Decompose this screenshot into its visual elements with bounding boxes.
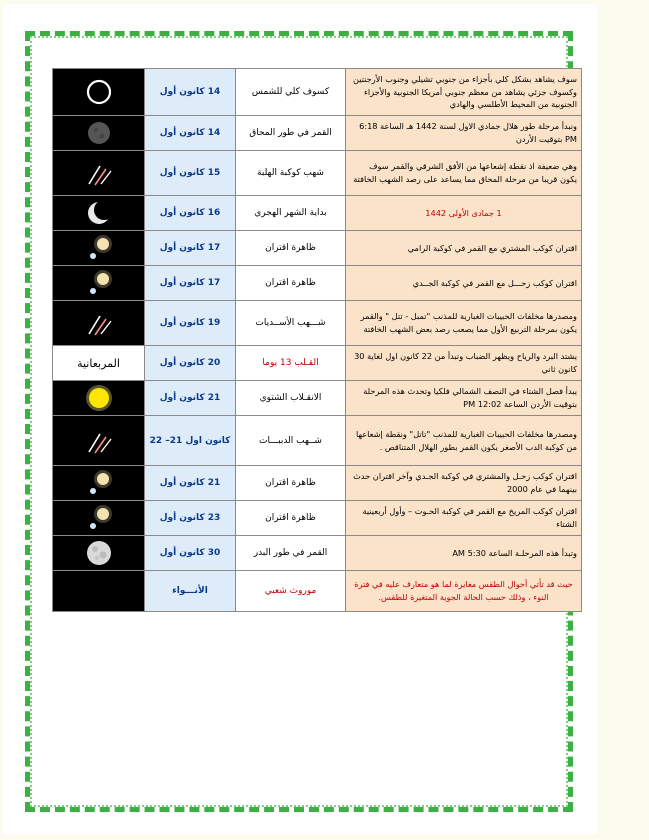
event-description: اقتران كوكب زحـل والمشتري في كوكبة الجـدي وآخر اقتران حدث بينهما في عام 2000 — [346, 466, 582, 501]
event-description: يبدأ فصل الشتاء في النصف الشمالي فلكيا وتحدث هذه المرحلة بتوقيت الأردن الساعة 12:02 PM — [346, 381, 582, 416]
event-image — [53, 301, 145, 346]
event-date: 19 كانون أول — [145, 301, 236, 346]
event-name: ظاهرة اقتران — [236, 231, 346, 266]
meteor-shower-icon — [84, 426, 114, 456]
event-date: 17 كانون أول — [145, 231, 236, 266]
event-image — [53, 196, 145, 231]
event-description: حيث قد تأتي أحوال الطقس مغايرة لما هو متعارف عليه في فترة النوء ، وذلك حسب الحالة الجوية المتغيرة للطقس. — [346, 571, 582, 612]
event-image — [53, 346, 145, 381]
event-row — [53, 536, 582, 571]
event-description: وتبدأ هذه المرحلـة الساعة 5:30 AM — [346, 536, 582, 571]
event-date: 16 كانون أول — [145, 196, 236, 231]
event-date: الأنـــواء — [145, 571, 236, 612]
event-date: 14 كانون أول — [145, 116, 236, 151]
event-name: شهب كوكبة الهلبة — [236, 151, 346, 196]
event-image — [53, 381, 145, 416]
event-name: القمر في طور البدر — [236, 536, 346, 571]
event-name: بداية الشهر الهجري — [236, 196, 346, 231]
conjunction-icon — [84, 468, 114, 498]
event-image — [53, 571, 145, 612]
conjunction-icon — [84, 233, 114, 263]
event-image — [53, 69, 145, 116]
conjunction-icon — [84, 503, 114, 533]
event-image — [53, 151, 145, 196]
event-row — [53, 301, 582, 346]
event-name: كسوف كلي للشمس — [236, 69, 346, 116]
event-row — [53, 196, 582, 231]
event-row — [53, 116, 582, 151]
event-description: يشتد البرد والرياح ويظهر الضباب وتبدأ من 22 كانون اول لغاية 30 كانون ثاني — [346, 346, 582, 381]
event-name: ظاهرة اقتران — [236, 466, 346, 501]
new-moon-icon — [84, 118, 114, 148]
event-date: 21 كانون أول — [145, 466, 236, 501]
event-description: ونبدأ مرحلة طور هلال جمادي الاول لسنة 1442 هـ الساعة 6:18 PM بتوقيت الأردن — [346, 116, 582, 151]
event-date: 15 كانون أول — [145, 151, 236, 196]
event-name: شــهب الدببـــات — [236, 416, 346, 466]
event-image — [53, 416, 145, 466]
event-description: ومصدرها مخلفات الحبيبات الغبارية للمذنب "تاتل" ونقطة إشعاعها من كوكبة الدب الأصغر يكون القمر بطور الهلال المتناقص . — [346, 416, 582, 466]
event-row — [53, 571, 582, 612]
conjunction-icon — [84, 268, 114, 298]
events-table — [52, 68, 582, 612]
event-image — [53, 116, 145, 151]
event-name: شـــهب الأســديات — [236, 301, 346, 346]
event-date: 17 كانون أول — [145, 266, 236, 301]
event-description: ومصدرها مخلفات الحبيبات الغبارية للمذنب "تمبل - تتل " والقمر يكون بمرحلة التربيع الأول مما يصعب رصد بعض الشهب الخافتة — [346, 301, 582, 346]
event-name: موروث شعبي — [236, 571, 346, 612]
event-image — [53, 501, 145, 536]
event-image — [53, 536, 145, 571]
event-image — [53, 466, 145, 501]
full-moon-icon — [84, 538, 114, 568]
solar-eclipse-icon — [84, 77, 114, 107]
event-description: اقتران كوكب المشتري مع القمر في كوكبة الرامي — [346, 231, 582, 266]
event-description: 1 جمادى الأولى 1442 — [346, 196, 582, 231]
meteor-shower-icon — [84, 308, 114, 338]
event-name: القمر في طور المحاق — [236, 116, 346, 151]
event-row — [53, 381, 582, 416]
event-date: 23 كانون أول — [145, 501, 236, 536]
event-date: 20 كانون أول — [145, 346, 236, 381]
event-name: القـلب 13 يوما — [236, 346, 346, 381]
event-date: 14 كانون أول — [145, 69, 236, 116]
event-row — [53, 266, 582, 301]
event-row — [53, 416, 582, 466]
event-description: اقتران كوكب زحـــل مع القمر في كوكبة الجــدي — [346, 266, 582, 301]
event-description: اقتران كوكب المريخ مع القمر في كوكبة الحـوت – وأول أربعينية الشتاء — [346, 501, 582, 536]
event-image-label: المربعانية — [77, 356, 120, 370]
event-row — [53, 151, 582, 196]
event-description: سوف يشاهد بشكل كلي بأجزاء من جنوبي تشيلي وجنوب الأرجنتين وكسوف جزئي يشاهد من معظم جنوبي أمريكا الجنوبية والأجزاء الجنوبية من المحيط الأطلسي والهادي — [346, 69, 582, 116]
event-row — [53, 466, 582, 501]
event-date: كانون اول 21– 22 — [145, 416, 236, 466]
crescent-moon-icon — [84, 198, 114, 228]
event-row — [53, 501, 582, 536]
event-image — [53, 266, 145, 301]
event-row — [53, 69, 582, 116]
event-image — [53, 231, 145, 266]
event-row — [53, 346, 582, 381]
event-date: 30 كانون أول — [145, 536, 236, 571]
meteor-shower-icon — [84, 158, 114, 188]
event-date: 21 كانون أول — [145, 381, 236, 416]
event-name: ظاهرة اقتران — [236, 501, 346, 536]
event-row — [53, 231, 582, 266]
sun-icon — [84, 383, 114, 413]
event-name: ظاهرة اقتران — [236, 266, 346, 301]
event-description: وهي ضعيفة اذ نقطة إشعاعها من الأفق الشرقي والقمر سوف يكون قريبا من مرحلة المحاق مما يساعد على رصد الشهب الخافتة — [346, 151, 582, 196]
event-name: الانقـلاب الشتوي — [236, 381, 346, 416]
